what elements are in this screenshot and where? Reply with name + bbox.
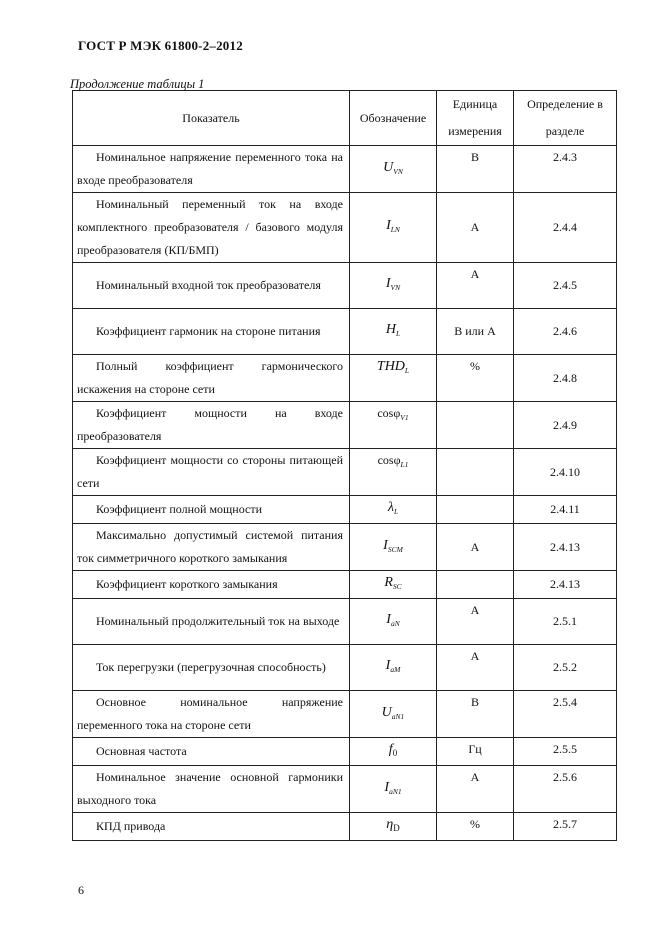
section-cell: 2.4.13 xyxy=(514,524,617,571)
symbol-cell xyxy=(350,146,437,193)
symbol-subscript: L xyxy=(393,507,399,516)
symbol-subscript: V1 xyxy=(400,413,409,422)
symbol-subscript: L1 xyxy=(400,460,409,469)
symbol-subscript: SC xyxy=(392,582,402,591)
symbol-text xyxy=(377,359,409,374)
symbol-subscript: VN xyxy=(393,166,403,176)
indicator-cell xyxy=(73,355,350,402)
indicator-text: Номинальный входной ток преобразователя xyxy=(96,278,321,292)
table-row xyxy=(73,738,617,766)
symbol-cell xyxy=(350,691,437,738)
column-header-indicator: Показатель xyxy=(73,91,350,146)
symbol-cell xyxy=(350,766,437,813)
unit-cell xyxy=(437,496,514,524)
symbol-subscript: VN xyxy=(390,283,401,292)
section-cell: 2.4.9 xyxy=(514,402,617,449)
indicator-cell xyxy=(73,309,350,355)
symbol-subscript: aN xyxy=(390,619,400,628)
column-header-definition-line2: разделе xyxy=(545,124,585,138)
symbol-cell xyxy=(350,263,437,309)
symbol-main: λ xyxy=(387,500,394,515)
section-cell: 2.4.3 xyxy=(514,146,617,193)
indicator-cell xyxy=(73,449,350,496)
table-header-row xyxy=(73,91,617,146)
table-continuation-caption: Продолжение таблицы 1 xyxy=(70,77,205,91)
indicator-cell xyxy=(73,146,350,193)
symbol-cell xyxy=(350,738,437,766)
section-cell: 2.5.2 xyxy=(514,645,617,691)
symbol-text xyxy=(384,780,401,795)
symbol-text xyxy=(378,453,409,467)
symbol-subscript: D xyxy=(393,823,400,833)
indicator-text: КПД привода xyxy=(96,819,166,833)
unit-cell: А xyxy=(437,193,514,263)
symbol-main: I xyxy=(385,276,391,291)
unit-cell: А xyxy=(437,599,514,645)
symbol-main: U xyxy=(381,704,392,720)
indicator-text: Номинальный переменный ток на входе комплектного преобразователя / базового модуля преобразователя (КП/БМП) xyxy=(77,197,343,257)
symbol-cell xyxy=(350,571,437,599)
table-row xyxy=(73,355,617,402)
unit-cell: А xyxy=(437,263,514,309)
indicator-text: Номинальный продолжительный ток на выходе xyxy=(96,614,340,628)
unit-cell: В xyxy=(437,691,514,738)
symbol-main: I xyxy=(384,779,390,795)
table-row xyxy=(73,571,617,599)
indicator-text: Ток перегрузки (перегрузочная способность) xyxy=(96,660,326,674)
column-header-definition-line1: Определение в xyxy=(527,97,603,111)
table-row xyxy=(73,691,617,738)
table-row xyxy=(73,193,617,263)
section-cell: 2.4.5 xyxy=(514,263,617,309)
column-header-symbol: Обозначение xyxy=(350,91,437,146)
document-header: ГОСТ Р МЭК 61800-2–2012 xyxy=(78,38,243,53)
symbol-main: f xyxy=(388,742,393,757)
symbol-text xyxy=(386,322,400,337)
symbol-main: η xyxy=(386,817,394,832)
section-cell: 2.4.11 xyxy=(514,496,617,524)
unit-cell: А xyxy=(437,645,514,691)
symbol-subscript: LN xyxy=(390,225,400,234)
section-cell: 2.4.6 xyxy=(514,309,617,355)
symbol-subscript: aN1 xyxy=(389,786,402,796)
section-cell: 2.4.10 xyxy=(514,449,617,496)
indicators-table xyxy=(72,90,617,841)
section-cell: 2.5.7 xyxy=(514,813,617,841)
table-row xyxy=(73,402,617,449)
page-number: 6 xyxy=(78,883,84,897)
section-cell: 2.5.4 xyxy=(514,691,617,738)
table-row xyxy=(73,813,617,841)
indicator-text: Коэффициент полной мощности xyxy=(96,502,263,516)
table-row xyxy=(73,524,617,571)
section-cell: 2.4.8 xyxy=(514,355,617,402)
unit-cell xyxy=(437,402,514,449)
indicator-cell xyxy=(73,571,350,599)
table-row xyxy=(73,309,617,355)
table-row xyxy=(73,146,617,193)
indicator-cell xyxy=(73,599,350,645)
column-header-definition xyxy=(514,91,617,146)
symbol-text xyxy=(383,160,403,175)
symbol-text xyxy=(384,575,401,590)
symbol-subscript: L xyxy=(404,366,410,375)
symbol-subscript: SCM xyxy=(387,544,403,554)
symbol-cell xyxy=(350,355,437,402)
symbol-main: I xyxy=(385,658,391,673)
indicator-text: Коэффициент короткого замыкания xyxy=(96,577,278,591)
symbol-main: I xyxy=(383,537,388,553)
table-row xyxy=(73,496,617,524)
indicator-text: Номинальное значение основной гармоники выходного тока xyxy=(77,770,343,807)
unit-cell: А xyxy=(437,766,514,813)
indicator-cell xyxy=(73,813,350,841)
indicator-cell xyxy=(73,738,350,766)
indicator-cell xyxy=(73,524,350,571)
symbol-cell xyxy=(350,402,437,449)
symbol-text xyxy=(383,538,403,553)
unit-cell: В или А xyxy=(437,309,514,355)
table-row xyxy=(73,449,617,496)
indicator-text: Основное номинальное напряжение переменного тока на стороне сети xyxy=(77,695,343,732)
symbol-text xyxy=(388,500,398,515)
symbol-main: THD xyxy=(376,359,405,374)
symbol-subscript: aM xyxy=(390,665,401,674)
symbol-subscript: aN1 xyxy=(391,711,405,721)
symbol-cell xyxy=(350,449,437,496)
indicator-text: Номинальное напряжение переменного тока на входе преобразователя xyxy=(77,150,343,187)
symbol-main: cosφ xyxy=(377,406,401,420)
indicator-cell xyxy=(73,645,350,691)
table-row xyxy=(73,766,617,813)
section-cell: 2.5.6 xyxy=(514,766,617,813)
section-cell: 2.4.4 xyxy=(514,193,617,263)
unit-cell: % xyxy=(437,813,514,841)
indicator-cell xyxy=(73,263,350,309)
symbol-cell xyxy=(350,813,437,841)
indicator-text: Коэффициент мощности со стороны питающей сети xyxy=(77,453,343,490)
column-header-unit-line2: измерения xyxy=(448,124,502,138)
table-row xyxy=(73,599,617,645)
column-header-unit-line1: Единица xyxy=(452,97,498,111)
unit-cell: В xyxy=(437,146,514,193)
symbol-text xyxy=(386,658,401,673)
column-header-unit xyxy=(437,91,514,146)
symbol-subscript: L xyxy=(395,329,401,338)
indicator-text: Основная частота xyxy=(96,744,187,758)
unit-cell: А xyxy=(437,524,514,571)
indicator-text: Полный коэффициент гармонического искажения на стороне сети xyxy=(77,359,343,396)
indicator-cell xyxy=(73,496,350,524)
symbol-cell xyxy=(350,645,437,691)
symbol-main: H xyxy=(385,322,396,337)
symbol-text xyxy=(386,276,400,291)
indicator-cell xyxy=(73,402,350,449)
symbol-text xyxy=(386,612,399,627)
unit-cell xyxy=(437,449,514,496)
symbol-main: I xyxy=(386,218,391,233)
indicator-text: Коэффициент мощности на входе преобразователя xyxy=(77,406,343,443)
symbol-cell xyxy=(350,524,437,571)
unit-cell: Гц xyxy=(437,738,514,766)
section-cell: 2.5.5 xyxy=(514,738,617,766)
indicator-cell xyxy=(73,691,350,738)
indicator-cell xyxy=(73,193,350,263)
symbol-text xyxy=(386,218,400,233)
symbol-text xyxy=(389,742,397,757)
indicator-cell xyxy=(73,766,350,813)
symbol-subscript: 0 xyxy=(392,748,398,758)
table-row xyxy=(73,645,617,691)
symbol-cell xyxy=(350,309,437,355)
indicator-text: Максимально допустимый системой питания ток симметричного короткого замыкания xyxy=(77,528,343,565)
symbol-main: I xyxy=(386,612,391,627)
symbol-main: R xyxy=(384,575,393,590)
symbol-cell xyxy=(350,496,437,524)
unit-cell xyxy=(437,571,514,599)
indicator-text: Коэффициент гармоник на стороне питания xyxy=(96,324,321,338)
symbol-text xyxy=(377,406,408,420)
section-cell: 2.4.13 xyxy=(514,571,617,599)
symbol-text xyxy=(386,817,399,832)
symbol-text xyxy=(382,705,405,720)
symbol-main: cosφ xyxy=(377,453,401,467)
symbol-main: U xyxy=(383,159,394,175)
section-cell: 2.5.1 xyxy=(514,599,617,645)
table-row xyxy=(73,263,617,309)
unit-cell: % xyxy=(437,355,514,402)
symbol-cell xyxy=(350,599,437,645)
symbol-cell xyxy=(350,193,437,263)
